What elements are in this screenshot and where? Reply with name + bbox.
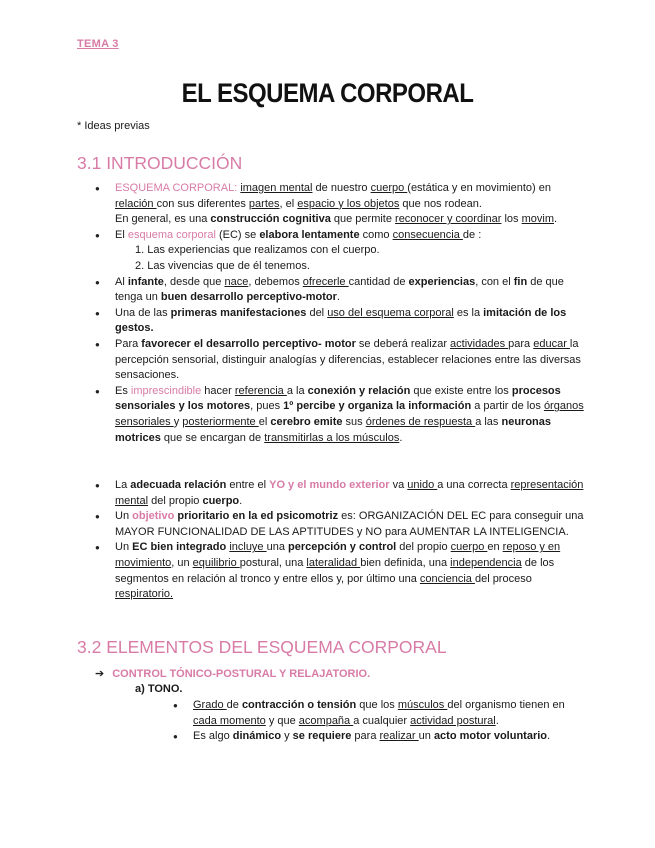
text-span: músculos bbox=[397, 699, 448, 711]
text-span: neuronas motrices bbox=[115, 415, 551, 444]
text-span: el bbox=[258, 415, 271, 428]
text-span: unido bbox=[407, 479, 438, 491]
text-span: primeras manifestaciones bbox=[170, 306, 307, 319]
text-span: representación mental bbox=[115, 479, 584, 507]
text-span: posteriormente bbox=[182, 415, 259, 428]
text-span: referencia bbox=[234, 384, 287, 397]
intro-list-continued bbox=[95, 478, 585, 603]
text-span: cerebro emite bbox=[270, 415, 343, 428]
text-span: de los segmentos en relación al tronco y entre ellos y, por último una bbox=[115, 556, 555, 585]
text-span: órdenes de respuesta bbox=[365, 415, 476, 428]
text-span: objetivo bbox=[132, 510, 175, 523]
text-span: relación bbox=[115, 197, 157, 210]
topic-label: TEMA 3 bbox=[77, 38, 119, 50]
text-span: de nuestro bbox=[312, 182, 371, 194]
arrow-list-item bbox=[95, 667, 370, 680]
text-span: 1º percibe y organiza la información bbox=[283, 400, 472, 413]
text-span: percepción y control bbox=[288, 541, 397, 554]
text-span: de que tenga un bbox=[115, 275, 564, 304]
list-item bbox=[95, 181, 585, 228]
text-span: experiencias bbox=[408, 275, 476, 288]
text-span: , pues bbox=[250, 400, 284, 413]
list-item bbox=[173, 698, 583, 729]
text-span: , debemos bbox=[248, 275, 303, 288]
text-span: es: ORGANIZACIÓN DEL EC para conseguir una MAYOR FUNCIONALIDAD DE LAS APTITUDES y NO para AUMENTAR LA INTELIGENCIA. bbox=[115, 510, 584, 538]
text-span: YO y el mundo exterior bbox=[269, 479, 390, 491]
text-span: imagen mental bbox=[240, 182, 313, 194]
text-span: ofrecerle bbox=[302, 275, 349, 288]
text-span: (EC) se bbox=[215, 228, 260, 241]
text-span: una bbox=[266, 541, 289, 554]
text-span: . bbox=[239, 494, 243, 507]
text-span: cuerpo bbox=[202, 494, 240, 507]
text-span: . bbox=[336, 291, 340, 304]
text-span: favorecer el desarrollo perceptivo- motor bbox=[141, 337, 356, 350]
list-item bbox=[95, 228, 585, 275]
section-heading-introduccion: 3.1 INTRODUCCIÓN bbox=[77, 153, 243, 173]
text-span: cada momento bbox=[193, 714, 266, 727]
text-span: conexión y relación bbox=[307, 384, 411, 397]
list-item bbox=[95, 540, 585, 602]
text-span: nace bbox=[224, 275, 249, 288]
page-title: EL ESQUEMA CORPORAL bbox=[181, 78, 474, 109]
arrow-item-label: CONTROL TÓNICO-POSTURAL Y RELAJATORIO. bbox=[112, 668, 371, 680]
text-span: cuerpo bbox=[370, 182, 408, 194]
text-span: equilibrio bbox=[192, 556, 240, 569]
text-span: a la bbox=[286, 384, 308, 397]
list-item bbox=[95, 275, 585, 306]
intro-list bbox=[95, 181, 585, 446]
text-span: Un bbox=[115, 541, 133, 554]
text-span: La bbox=[115, 479, 131, 491]
arrow-right-icon: ➔ bbox=[95, 668, 105, 680]
text-span: bien definida, una bbox=[360, 556, 451, 569]
text-span: que los bbox=[356, 699, 398, 711]
text-span: En general, es una bbox=[115, 213, 211, 226]
text-span: imprescindible bbox=[130, 384, 202, 397]
text-span: en bbox=[487, 541, 503, 554]
text-span: se deberá realizar bbox=[355, 337, 451, 350]
text-span: de : bbox=[462, 228, 482, 241]
list-item bbox=[95, 509, 585, 540]
numbered-item: 1. Las experiencias que realizamos con el cuerpo. bbox=[135, 244, 380, 257]
text-span: Para bbox=[115, 337, 142, 350]
text-span: conciencia bbox=[419, 572, 475, 585]
list-item bbox=[95, 478, 585, 509]
text-span: a cualquier bbox=[353, 714, 411, 727]
text-span: EC bien integrado bbox=[132, 541, 227, 554]
text-span: acto motor voluntario bbox=[433, 730, 547, 743]
text-span: sus bbox=[342, 415, 366, 428]
section-heading-elementos: 3.2 ELEMENTOS DEL ESQUEMA CORPORAL bbox=[77, 637, 447, 657]
text-span: buen desarrollo perceptivo-motor bbox=[160, 291, 337, 304]
text-span: . bbox=[399, 431, 403, 444]
text-span: como bbox=[359, 228, 393, 241]
text-span: : bbox=[234, 182, 241, 194]
text-span: independencia bbox=[450, 556, 522, 569]
text-span: . bbox=[495, 714, 499, 727]
text-span: ESQUEMA CORPORAL bbox=[115, 182, 235, 194]
text-span: , desde que bbox=[163, 275, 225, 288]
text-span: . bbox=[554, 213, 558, 226]
text-span: del organismo tienen en bbox=[447, 699, 565, 711]
text-span: que se encargan de bbox=[160, 431, 265, 444]
text-span: un bbox=[418, 730, 434, 743]
text-span: lateralidad bbox=[306, 556, 361, 569]
text-span: incluye bbox=[229, 541, 267, 554]
text-span: para bbox=[508, 337, 534, 350]
text-span: uso del esquema corporal bbox=[327, 306, 454, 319]
text-span: Grado bbox=[193, 699, 227, 711]
text-span: del proceso bbox=[474, 572, 532, 585]
text-span: con sus diferentes bbox=[156, 197, 249, 210]
text-span: partes bbox=[248, 197, 280, 210]
subsection-tono: a) TONO. bbox=[135, 683, 183, 695]
text-span: El bbox=[115, 228, 128, 241]
text-span: va bbox=[389, 479, 408, 491]
text-span: los bbox=[501, 213, 522, 226]
text-span: movim bbox=[521, 213, 554, 226]
text-span: para bbox=[351, 730, 380, 743]
text-span: del bbox=[306, 306, 328, 319]
text-span: infante bbox=[127, 275, 164, 288]
text-span: cantidad de bbox=[348, 275, 409, 288]
text-span: prioritario en la ed psicomotriz bbox=[174, 510, 339, 523]
text-span: que permite bbox=[330, 213, 396, 226]
text-span: elabora lentamente bbox=[259, 228, 360, 241]
text-span: cuerpo bbox=[450, 541, 488, 554]
text-span: consecuencia bbox=[392, 228, 463, 241]
text-span: educar bbox=[533, 337, 570, 350]
text-span: a las bbox=[475, 415, 502, 428]
text-span: de bbox=[226, 699, 242, 711]
numbered-item: 2. Las vivencias que de él tenemos. bbox=[135, 259, 310, 272]
text-span: a una correcta bbox=[437, 479, 511, 491]
text-span: Es algo bbox=[193, 730, 233, 743]
text-span: reposo y en movimiento bbox=[115, 541, 561, 569]
text-span: dinámico bbox=[232, 730, 282, 743]
text-span: respiratorio. bbox=[115, 588, 174, 601]
text-span: y que bbox=[265, 714, 299, 727]
text-span: del propio bbox=[148, 494, 203, 507]
text-span: adecuada relación bbox=[130, 479, 227, 491]
text-span: órganos sensoriales bbox=[115, 400, 584, 428]
text-span: del propio bbox=[396, 541, 451, 554]
text-span: postural, una bbox=[239, 556, 307, 569]
text-span: la percepción sensorial, distinguir analogías y diferencias, establecer relaciones entre las diversas sensaciones. bbox=[115, 337, 581, 382]
text-span: espacio y los objetos bbox=[297, 197, 400, 210]
text-span: Una de las bbox=[115, 306, 171, 319]
text-span: esquema corporal bbox=[127, 228, 216, 241]
tono-list bbox=[173, 698, 583, 745]
text-span: Al bbox=[115, 275, 128, 288]
text-span: que existe entre los bbox=[410, 384, 512, 397]
text-span: (estática y en movimiento) en bbox=[407, 182, 551, 194]
text-span: actividad postural bbox=[410, 714, 496, 727]
text-span: y bbox=[281, 730, 293, 743]
list-item bbox=[95, 337, 585, 384]
list-item bbox=[95, 306, 585, 337]
text-span: transmitirlas a los músculos bbox=[264, 431, 400, 444]
text-span: reconocer y coordinar bbox=[395, 213, 502, 226]
list-item bbox=[95, 384, 585, 446]
text-span: actividades bbox=[450, 337, 509, 350]
text-span: realizar bbox=[379, 730, 419, 743]
text-span: imitación de los gestos. bbox=[115, 306, 567, 335]
text-span: y bbox=[173, 415, 183, 428]
text-span: se requiere bbox=[292, 730, 352, 743]
text-span: , con el bbox=[475, 275, 514, 288]
text-span: es la bbox=[453, 306, 484, 319]
text-span: que nos rodean. bbox=[399, 197, 482, 210]
text-span: contracción o tensión bbox=[241, 699, 357, 711]
text-span: fin bbox=[513, 275, 528, 288]
text-span: hacer bbox=[201, 384, 235, 397]
text-span: construcción cognitiva bbox=[210, 213, 331, 226]
text-span: Un bbox=[115, 510, 133, 523]
text-span: acompaña bbox=[298, 714, 354, 727]
text-span: a partir de los bbox=[471, 400, 544, 413]
text-span: procesos sensoriales y los motores bbox=[115, 384, 561, 413]
text-span: . bbox=[547, 730, 551, 743]
list-item bbox=[173, 729, 583, 745]
text-span: , un bbox=[171, 556, 193, 569]
text-span: entre el bbox=[226, 479, 270, 491]
text-span: Es bbox=[115, 384, 131, 397]
ideas-note: * Ideas previas bbox=[77, 120, 150, 132]
text-span: , el bbox=[279, 197, 298, 210]
